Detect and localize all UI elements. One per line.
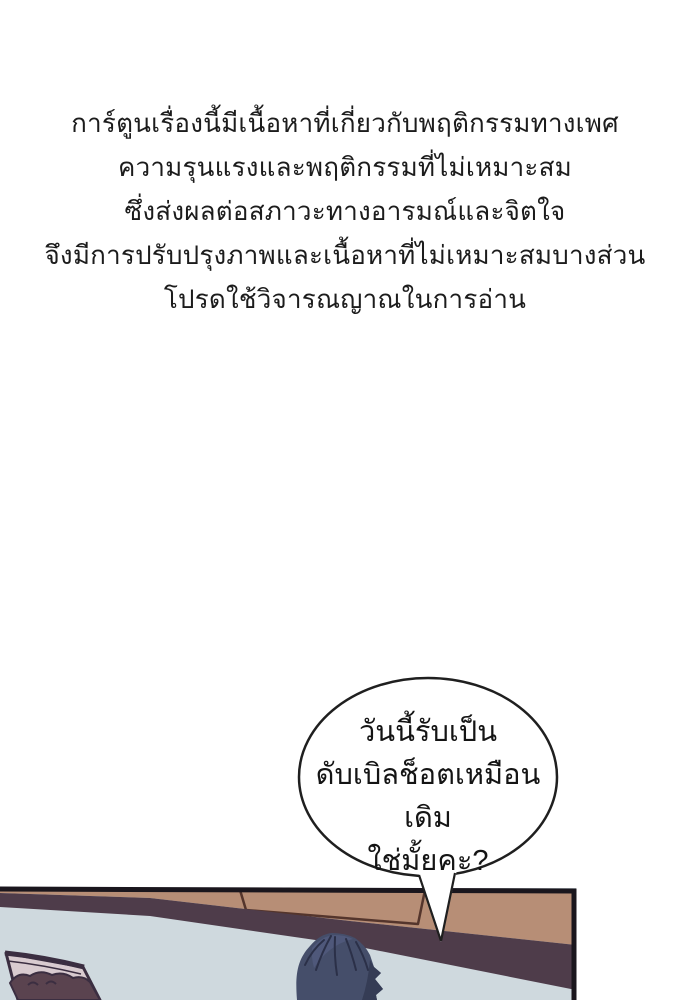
- speech-bubble-line: ใช่มั้ยคะ?: [367, 845, 489, 877]
- content-warning: [0, 101, 690, 321]
- speech-bubble-text: [299, 711, 557, 883]
- content-warning-line: การ์ตูนเรื่องนี้มีเนื้อหาที่เกี่ยวกับพฤติกรรมทางเพศ: [71, 108, 619, 138]
- speech-bubble-line: วันนี้รับเป็น: [358, 716, 498, 748]
- content-warning-line: จึงมีการปรับปรุงภาพและเนื้อหาที่ไม่เหมาะสมบางส่วน: [44, 240, 646, 270]
- content-warning-line: ความรุนแรงและพฤติกรรมที่ไม่เหมาะสม: [117, 152, 572, 182]
- speech-bubble-line: ดับเบิลช็อตเหมือนเดิม: [315, 759, 541, 834]
- content-warning-line: โปรดใช้วิจารณญาณในการอ่าน: [163, 284, 527, 314]
- content-warning-line: ซึ่งส่งผลต่อสภาวะทางอารมณ์และจิตใจ: [124, 196, 566, 226]
